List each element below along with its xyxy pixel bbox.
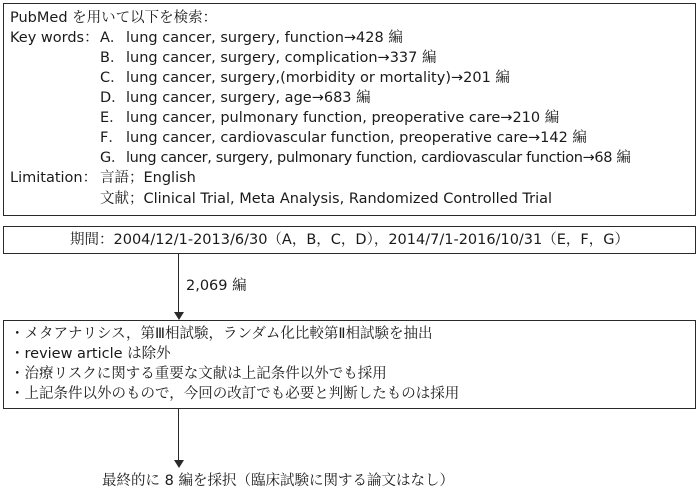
- keyword-query-g: lung cancer, surgery, pulmonary function, cardiovascular function→68 編: [126, 150, 631, 166]
- keyword-letter-e: E．: [100, 110, 124, 126]
- connector-line-2: [178, 409, 179, 462]
- period-box: [3, 226, 696, 254]
- keyword-query-f: lung cancer, cardiovascular function, preoperative care→142 編: [126, 130, 587, 146]
- connector-line-1: [178, 254, 179, 312]
- record-count-label: 2,069 編: [186, 278, 247, 294]
- keyword-query-d: lung cancer, surgery, age→683 編: [126, 90, 371, 106]
- criteria-item: ・上記条件以外のもので，今回の改訂でも必要と判断したものは採用: [10, 386, 460, 402]
- limitation-label: Limitation：: [10, 170, 98, 186]
- arrow-down-icon: [174, 460, 184, 468]
- keyword-letter-c: C．: [100, 70, 125, 86]
- keyword-letter-b: B．: [100, 50, 125, 66]
- arrow-down-icon: [174, 312, 184, 320]
- period-text: 期間：2004/12/1-2013/6/30（A，B，C，D），2014/7/1-2016/10/31（E，F，G）: [70, 232, 629, 248]
- keywords-label: Key words：: [10, 30, 99, 46]
- criteria-item: ・メタアナリシス，第Ⅲ相試験，ランダム化比較第Ⅱ相試験を抽出: [10, 326, 433, 342]
- limitation-literature: 文献；Clinical Trial, Meta Analysis, Randomized Controlled Trial: [100, 191, 553, 207]
- keyword-letter-g: G．: [100, 150, 126, 166]
- final-result: 最終的に 8 編を採択（臨床試験に関する論文はなし）: [102, 473, 454, 489]
- criteria-item: ・治療リスクに関する重要な文献は上記条件以外でも採用: [10, 366, 387, 382]
- keyword-letter-f: F．: [100, 130, 123, 146]
- selection-criteria-box: [3, 320, 696, 409]
- keyword-query-e: lung cancer, pulmonary function, preoperative care→210 編: [126, 110, 560, 126]
- keyword-query-c: lung cancer, surgery,(morbidity or mortality)→201 編: [126, 70, 510, 86]
- keyword-letter-d: D．: [100, 90, 126, 106]
- keyword-query-a: lung cancer, surgery, function→428 編: [126, 30, 403, 46]
- limitation-language: 言語；English: [100, 170, 196, 186]
- search-conditions-box: [3, 3, 696, 216]
- keyword-letter-a: A．: [100, 30, 125, 46]
- criteria-item: ・review article は除外: [10, 346, 171, 362]
- keyword-query-b: lung cancer, surgery, complication→337 編: [126, 50, 437, 66]
- search-intro: PubMed を用いて以下を検索：: [10, 10, 218, 26]
